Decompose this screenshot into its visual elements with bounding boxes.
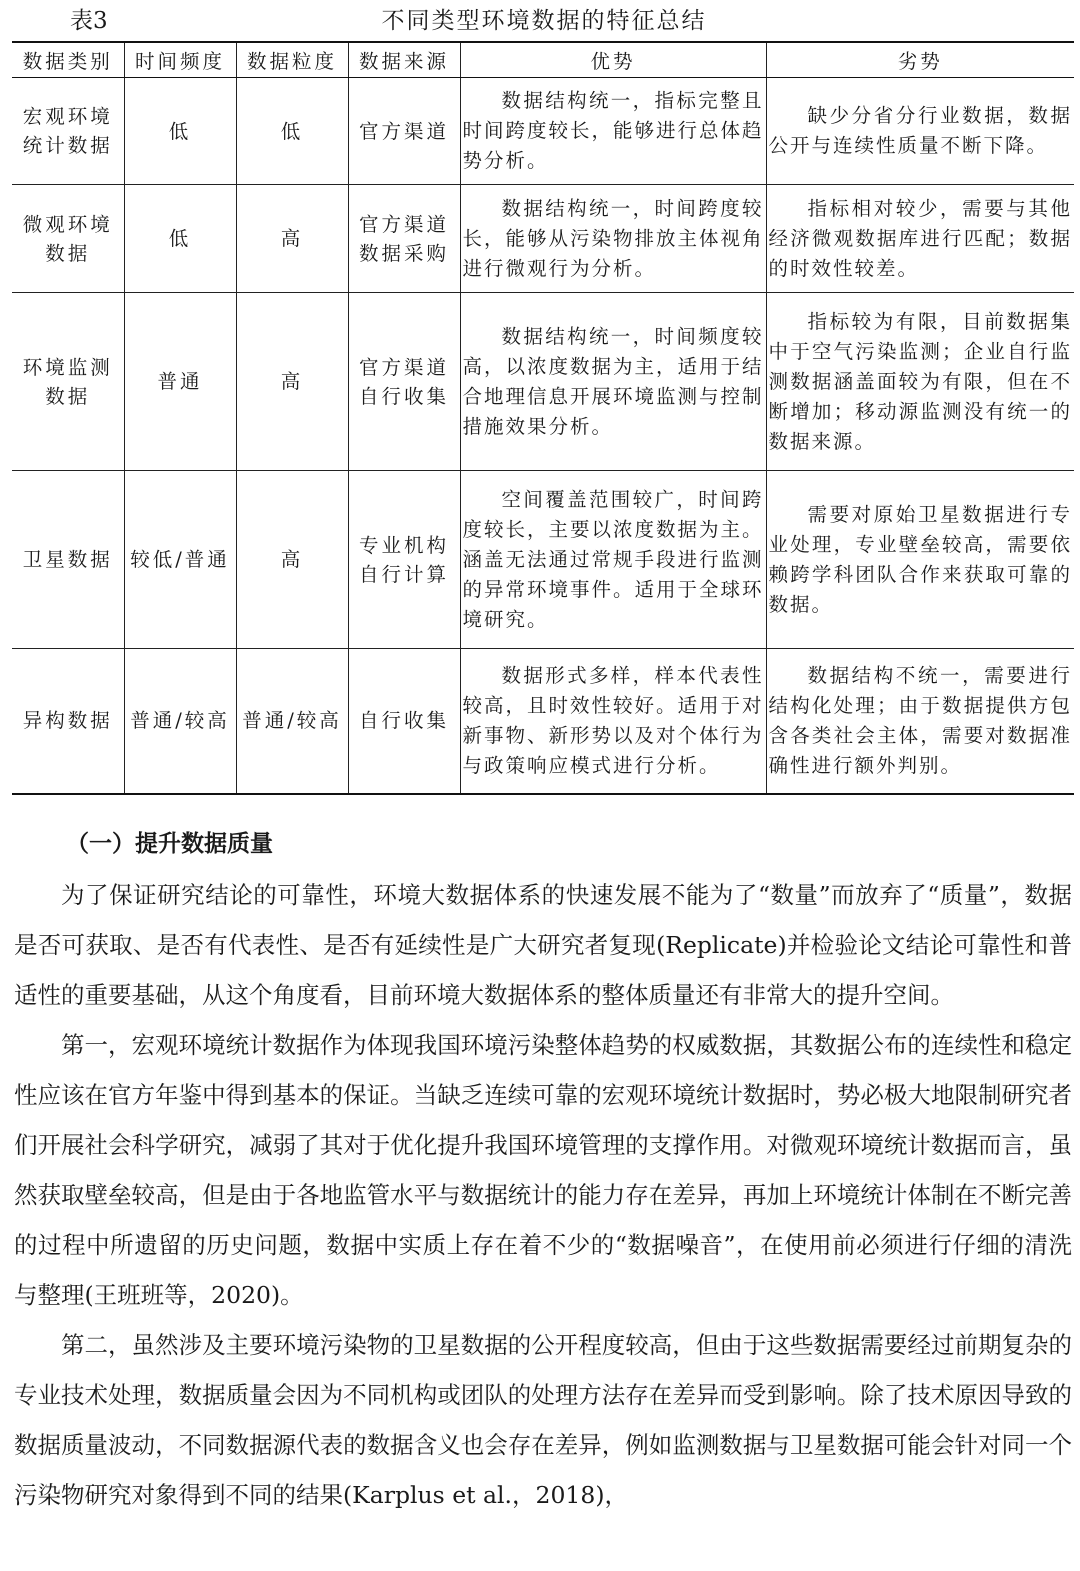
disadvantage-cell: 需要对原始卫星数据进行专业处理，专业壁垒较高，需要依赖跨学科团队合作来获取可靠的数据。 — [766, 471, 1074, 649]
source-cell: 官方渠道数据采购 — [348, 185, 460, 293]
paragraph: 第一，宏观环境统计数据作为体现我国环境污染整体趋势的权威数据，其数据公布的连续性和稳定性应该在官方年鉴中得到基本的保证。当缺乏连续可靠的宏观环境统计数据时，势必极大地限制研究者们开展社会科学研究，减弱了其对于优化提升我国环境管理的支撑作用。对微观环境统计数据而言，虽然获取壁垒较高，但是由于各地监管水平与数据统计的能力存在差异，再加上环境统计体制在不断完善的过程中所遗留的历史问题，数据中实质上存在着不少的“数据噪音”，在使用前必须进行仔细的清洗与整理(王班班等，2020)。 — [14, 1031, 1072, 1309]
source-cell: 专业机构自行计算 — [348, 471, 460, 649]
frequency-cell: 普通 — [124, 293, 236, 471]
section-heading: （一）提升数据质量 — [66, 831, 273, 857]
table-header-row — [12, 42, 1074, 78]
paragraph: 第二，虽然涉及主要环境污染物的卫星数据的公开程度较高，但由于这些数据需要经过前期复杂的专业技术处理，数据质量会因为不同机构或团队的处理方法存在差异而受到影响。除了技术原因导致的数据质量波动，不同数据源代表的数据含义也会存在差异，例如监测数据与卫星数据可能会针对同一个污染物研究对象得到不同的结果(Karplus et al.，2018)， — [14, 1331, 1072, 1509]
granularity-cell: 高 — [236, 185, 348, 293]
source-cell: 官方渠道自行收集 — [348, 293, 460, 471]
table-row — [12, 78, 1074, 185]
column-header: 时间频度 — [124, 42, 236, 78]
granularity-cell: 高 — [236, 293, 348, 471]
table-row — [12, 649, 1074, 794]
frequency-cell: 普通/较高 — [124, 649, 236, 794]
category-cell: 异构数据 — [12, 649, 124, 794]
column-header: 数据粒度 — [236, 42, 348, 78]
source-cell: 自行收集 — [348, 649, 460, 794]
granularity-cell: 低 — [236, 78, 348, 185]
frequency-cell: 较低/普通 — [124, 471, 236, 649]
table-row — [12, 471, 1074, 649]
advantage-cell: 空间覆盖范围较广，时间跨度较长，主要以浓度数据为主。涵盖无法通过常规手段进行监测的异常环境事件。适用于全球环境研究。 — [460, 471, 766, 649]
column-header: 优势 — [460, 42, 766, 78]
paragraph: 为了保证研究结论的可靠性，环境大数据体系的快速发展不能为了“数量”而放弃了“质量”，数据是否可获取、是否有代表性、是否有延续性是广大研究者复现(Replicate)并检验论文结论可靠性和普适性的重要基础，从这个角度看，目前环境大数据体系的整体质量还有非常大的提升空间。 — [14, 881, 1072, 1009]
granularity-cell: 高 — [236, 471, 348, 649]
advantage-cell: 数据结构统一，时间跨度较长，能够从污染物排放主体视角进行微观行为分析。 — [460, 185, 766, 293]
advantage-cell: 数据结构统一，指标完整且时间跨度较长，能够进行总体趋势分析。 — [460, 78, 766, 185]
column-header: 数据来源 — [348, 42, 460, 78]
frequency-cell: 低 — [124, 185, 236, 293]
disadvantage-cell: 数据结构不统一，需要进行结构化处理；由于数据提供方包含各类社会主体，需要对数据准确性进行额外判别。 — [766, 649, 1074, 794]
table-row — [12, 185, 1074, 293]
category-cell: 环境监测数据 — [12, 293, 124, 471]
disadvantage-cell: 指标相对较少，需要与其他经济微观数据库进行匹配；数据的时效性较差。 — [766, 185, 1074, 293]
column-header: 劣势 — [766, 42, 1074, 78]
category-cell: 卫星数据 — [12, 471, 124, 649]
data-characteristics-table — [12, 41, 1074, 795]
table-number: 表3 — [70, 8, 108, 34]
frequency-cell: 低 — [124, 78, 236, 185]
section-body — [14, 870, 1072, 1520]
table-row — [12, 293, 1074, 471]
category-cell: 微观环境数据 — [12, 185, 124, 293]
granularity-cell: 普通/较高 — [236, 649, 348, 794]
category-cell: 宏观环境统计数据 — [12, 78, 124, 185]
source-cell: 官方渠道 — [348, 78, 460, 185]
disadvantage-cell: 指标较为有限，目前数据集中于空气污染监测；企业自行监测数据涵盖面较为有限，但在不断增加；移动源监测没有统一的数据来源。 — [766, 293, 1074, 471]
column-header: 数据类别 — [12, 42, 124, 78]
disadvantage-cell: 缺少分省分行业数据，数据公开与连续性质量不断下降。 — [766, 78, 1074, 185]
advantage-cell: 数据结构统一，时间频度较高，以浓度数据为主，适用于结合地理信息开展环境监测与控制措施效果分析。 — [460, 293, 766, 471]
table-title: 不同类型环境数据的特征总结 — [381, 8, 707, 34]
table-caption — [14, 4, 1074, 38]
advantage-cell: 数据形式多样，样本代表性较高，且时效性较好。适用于对新事物、新形势以及对个体行为与政策响应模式进行分析。 — [460, 649, 766, 794]
